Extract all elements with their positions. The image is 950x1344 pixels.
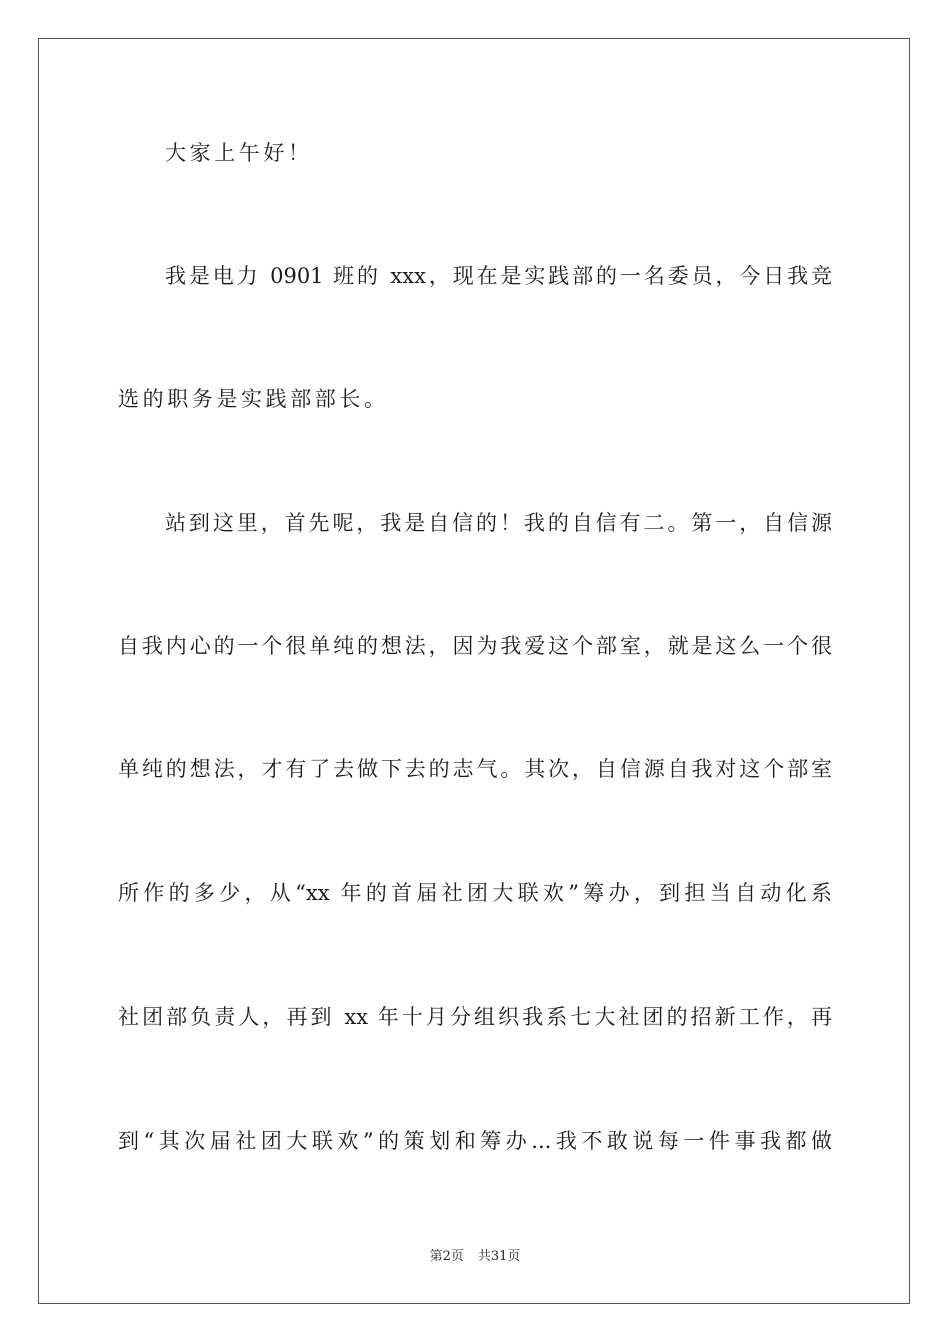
page-number: 第2页 (429, 1249, 464, 1264)
paragraph-line-8: 社团部负责人，再到 xx 年十月分组织我系七大社团的招新工作，再 (118, 1005, 832, 1029)
paragraph-line-3: 选的职务是实践部部长。 (118, 387, 389, 411)
paragraph-line-1: 大家上午好！ (165, 141, 313, 165)
paragraph-line-6: 单纯的想法，才有了去做下去的志气。其次，自信源自我对这个部室 (118, 757, 832, 781)
paragraph-line-4: 站到这里，首先呢，我是自信的！我的自信有二。第一，自信源 (165, 511, 832, 535)
paragraph-line-5: 自我内心的一个很单纯的想法，因为我爱这个部室，就是这么一个很 (118, 634, 832, 658)
page-total: 共31页 (477, 1249, 521, 1264)
page-footer (0, 1248, 950, 1266)
paragraph-line-2: 我是电力 0901 班的 xxx，现在是实践部的一名委员，今日我竞 (165, 264, 832, 288)
page-border (38, 38, 910, 1304)
paragraph-line-9: 到“其次届社团大联欢”的策划和筹办...我不敢说每一件事我都做 (118, 1129, 832, 1153)
paragraph-line-7: 所作的多少，从“xx 年的首届社团大联欢”筹办，到担当自动化系 (118, 881, 832, 905)
